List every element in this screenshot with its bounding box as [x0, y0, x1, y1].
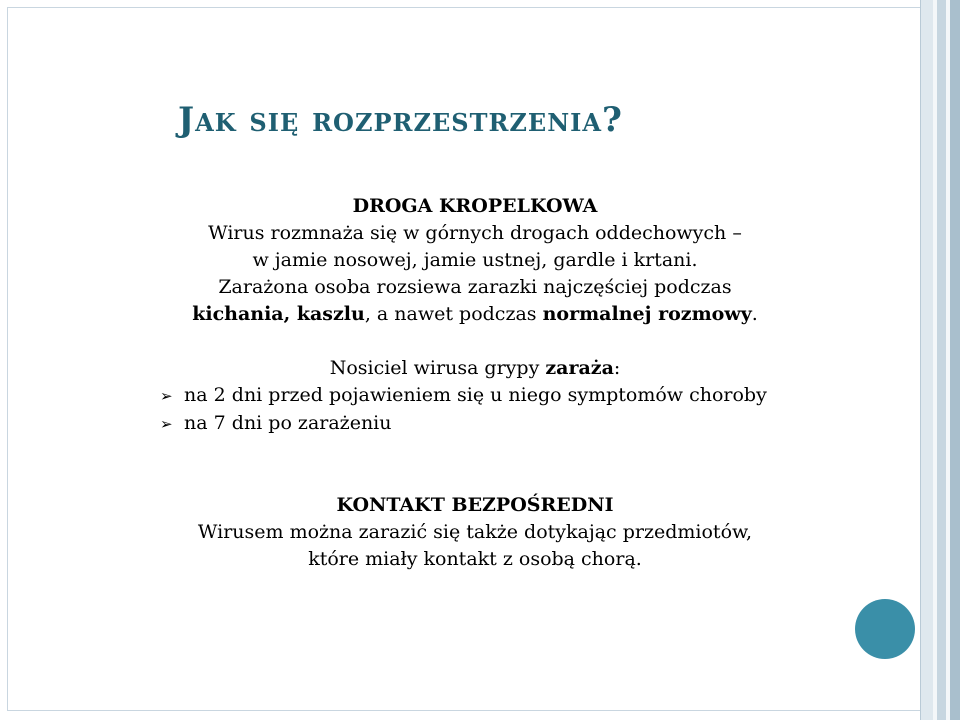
- list-item-text: na 7 dni po zarażeniu: [184, 412, 392, 434]
- arrow-bullet-icon: ➢: [160, 387, 173, 405]
- body-line: które miały kontakt z osobą chorą.: [308, 548, 642, 570]
- carrier-bullet-list: [160, 382, 800, 438]
- section-droplet: [120, 193, 830, 328]
- bold-phrase: kichania, kaszlu: [192, 303, 365, 325]
- bold-phrase: zaraża: [545, 357, 614, 379]
- text-phrase: , a nawet podczas: [364, 303, 543, 325]
- text-phrase: :: [613, 357, 621, 379]
- side-bar-stripe: [937, 0, 946, 720]
- side-bar-stripe: [920, 0, 933, 720]
- side-bar-stripe: [950, 0, 960, 720]
- arrow-bullet-icon: ➢: [160, 415, 173, 433]
- slide-body: [120, 193, 830, 573]
- list-item: [160, 410, 800, 438]
- body-line: w jamie nosowej, jamie ustnej, gardle i krtani.: [252, 249, 698, 271]
- list-item-text: na 2 dni przed pojawieniem się u niego symptomów choroby: [184, 384, 767, 406]
- section-direct-contact: [120, 492, 830, 573]
- body-line: Wirusem można zarazić się także dotykając przedmiotów,: [197, 521, 753, 543]
- carrier-lead: [120, 355, 830, 382]
- text-phrase: Nosiciel wirusa grypy: [329, 357, 546, 379]
- slide-title: Jak się rozprzestrzenia?: [178, 100, 623, 140]
- decorative-circle: [855, 599, 915, 659]
- bold-phrase: normalnej rozmowy: [542, 303, 752, 325]
- section-heading: DROGA KROPELKOWA: [352, 195, 598, 217]
- body-line: Zarażona osoba rozsiewa zarazki najczęściej podczas: [218, 276, 732, 298]
- body-line: [120, 355, 830, 382]
- list-item: [160, 382, 800, 410]
- text-phrase: .: [751, 303, 758, 325]
- body-line: [120, 301, 830, 328]
- body-line: Wirus rozmnaża się w górnych drogach oddechowych –: [208, 222, 742, 244]
- section-heading: KONTAKT BEZPOŚREDNI: [336, 494, 614, 516]
